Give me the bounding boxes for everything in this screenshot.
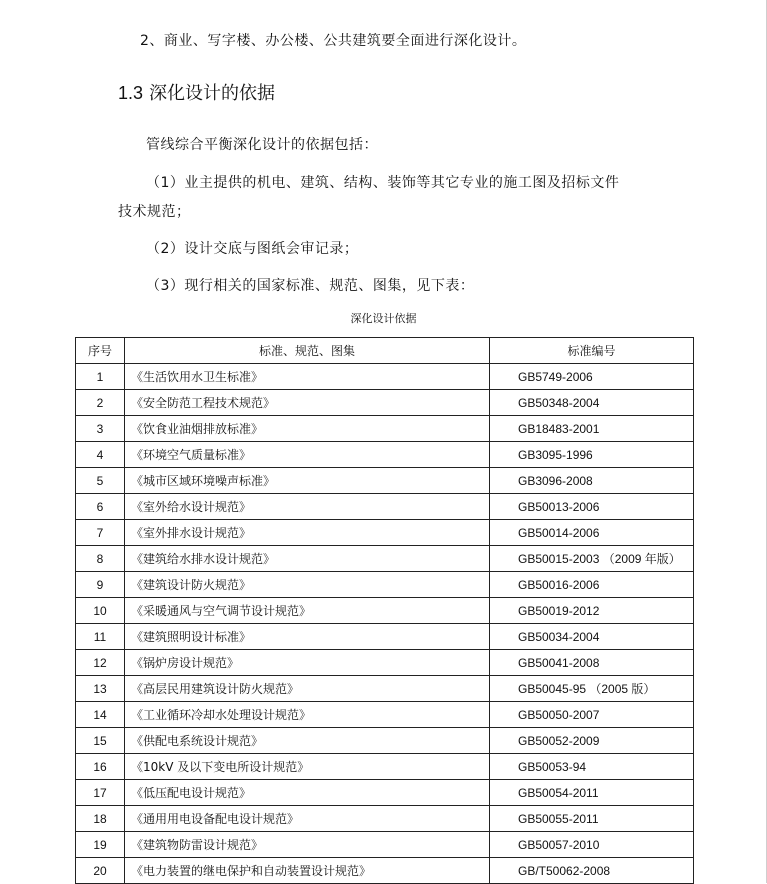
- table-row: [76, 468, 694, 494]
- row-standard-code: GB50041-2008: [490, 650, 694, 676]
- table-row: [76, 572, 694, 598]
- table-row: [76, 780, 694, 806]
- table-body: [76, 364, 694, 884]
- row-standard-code: GB50055-2011: [490, 806, 694, 832]
- table-row: [76, 754, 694, 780]
- standards-table: [75, 337, 694, 884]
- row-standard-code: GB3096-2008: [490, 468, 694, 494]
- row-standard-name: 《安全防范工程技术规范》: [125, 390, 490, 416]
- row-standard-code: GB50016-2006: [490, 572, 694, 598]
- intro-line: 2、商业、写字楼、办公楼、公共建筑要全面进行深化设计。: [140, 33, 527, 49]
- row-index: 2: [76, 390, 125, 416]
- table-row: [76, 624, 694, 650]
- header-standard: 标准、规范、图集: [125, 338, 490, 364]
- row-standard-code: GB50050-2007: [490, 702, 694, 728]
- table-row: [76, 442, 694, 468]
- row-standard-code: GB50052-2009: [490, 728, 694, 754]
- row-standard-code: GB50019-2012: [490, 598, 694, 624]
- row-index: 7: [76, 520, 125, 546]
- row-index: 11: [76, 624, 125, 650]
- row-standard-name: 《环境空气质量标准》: [125, 442, 490, 468]
- row-index: 5: [76, 468, 125, 494]
- row-index: 6: [76, 494, 125, 520]
- row-standard-code: GB50013-2006: [490, 494, 694, 520]
- row-standard-name: 《城市区域环境噪声标准》: [125, 468, 490, 494]
- header-code: 标准编号: [490, 338, 694, 364]
- row-index: 18: [76, 806, 125, 832]
- row-index: 16: [76, 754, 125, 780]
- row-index: 10: [76, 598, 125, 624]
- table-row: [76, 702, 694, 728]
- section-number: 1.3: [118, 83, 144, 103]
- row-standard-name: 《供配电系统设计规范》: [125, 728, 490, 754]
- table-row: [76, 858, 694, 884]
- row-standard-name: 《高层民用建筑设计防火规范》: [125, 676, 490, 702]
- row-standard-code: GB50034-2004: [490, 624, 694, 650]
- row-standard-name: 《建筑给水排水设计规范》: [125, 546, 490, 572]
- row-standard-name: 《低压配电设计规范》: [125, 780, 490, 806]
- row-index: 1: [76, 364, 125, 390]
- row-index: 3: [76, 416, 125, 442]
- row-standard-name: 《电力装置的继电保护和自动装置设计规范》: [125, 858, 490, 884]
- row-standard-name: 《建筑照明设计标准》: [125, 624, 490, 650]
- row-standard-name: 《室外给水设计规范》: [125, 494, 490, 520]
- row-index: 13: [76, 676, 125, 702]
- lead-paragraph: 管线综合平衡深化设计的依据包括：: [146, 137, 378, 153]
- section-heading: [118, 82, 275, 105]
- table-caption: 深化设计依据: [350, 312, 417, 325]
- row-standard-name: 《生活饮用水卫生标准》: [125, 364, 490, 390]
- row-standard-name: 《采暖通风与空气调节设计规范》: [125, 598, 490, 624]
- row-index: 8: [76, 546, 125, 572]
- table-row: [76, 650, 694, 676]
- item-1-line-1: （1）业主提供的机电、建筑、结构、装饰等其它专业的施工图及招标文件: [146, 175, 620, 191]
- row-standard-code: GB50045-95 （2005 版）: [490, 676, 694, 702]
- row-index: 12: [76, 650, 125, 676]
- table-row: [76, 598, 694, 624]
- item-1-line-2: 技术规范；: [118, 204, 191, 220]
- row-standard-code: GB/T50062-2008: [490, 858, 694, 884]
- row-standard-name: 《建筑物防雷设计规范》: [125, 832, 490, 858]
- row-standard-name: 《10kV 及以下变电所设计规范》: [125, 754, 490, 780]
- row-standard-name: 《饮食业油烟排放标准》: [125, 416, 490, 442]
- table-row: [76, 416, 694, 442]
- row-index: 14: [76, 702, 125, 728]
- table-row: [76, 364, 694, 390]
- row-index: 17: [76, 780, 125, 806]
- table-row: [76, 806, 694, 832]
- row-standard-code: GB5749-2006: [490, 364, 694, 390]
- row-standard-code: GB50348-2004: [490, 390, 694, 416]
- row-standard-name: 《锅炉房设计规范》: [125, 650, 490, 676]
- row-index: 20: [76, 858, 125, 884]
- row-standard-code: GB50014-2006: [490, 520, 694, 546]
- row-index: 19: [76, 832, 125, 858]
- row-standard-code: GB3095-1996: [490, 442, 694, 468]
- row-standard-name: 《建筑设计防火规范》: [125, 572, 490, 598]
- table-row: [76, 832, 694, 858]
- item-2: （2）设计交底与图纸会审记录；: [146, 241, 359, 257]
- table-row: [76, 520, 694, 546]
- table-header-row: [76, 338, 694, 364]
- row-standard-code: GB50053-94: [490, 754, 694, 780]
- row-index: 9: [76, 572, 125, 598]
- row-standard-code: GB50057-2010: [490, 832, 694, 858]
- item-3: （3）现行相关的国家标准、规范、图集，见下表：: [146, 278, 475, 294]
- row-standard-code: GB50054-2011: [490, 780, 694, 806]
- header-index: 序号: [76, 338, 125, 364]
- table-row: [76, 676, 694, 702]
- row-standard-code: GB50015-2003 （2009 年版）: [490, 546, 694, 572]
- row-standard-name: 《通用用电设备配电设计规范》: [125, 806, 490, 832]
- table-row: [76, 494, 694, 520]
- row-standard-code: GB18483-2001: [490, 416, 694, 442]
- row-standard-name: 《室外排水设计规范》: [125, 520, 490, 546]
- table-row: [76, 546, 694, 572]
- table-row: [76, 390, 694, 416]
- row-index: 4: [76, 442, 125, 468]
- section-title: 深化设计的依据: [149, 83, 276, 104]
- row-index: 15: [76, 728, 125, 754]
- table-row: [76, 728, 694, 754]
- row-standard-name: 《工业循环冷却水处理设计规范》: [125, 702, 490, 728]
